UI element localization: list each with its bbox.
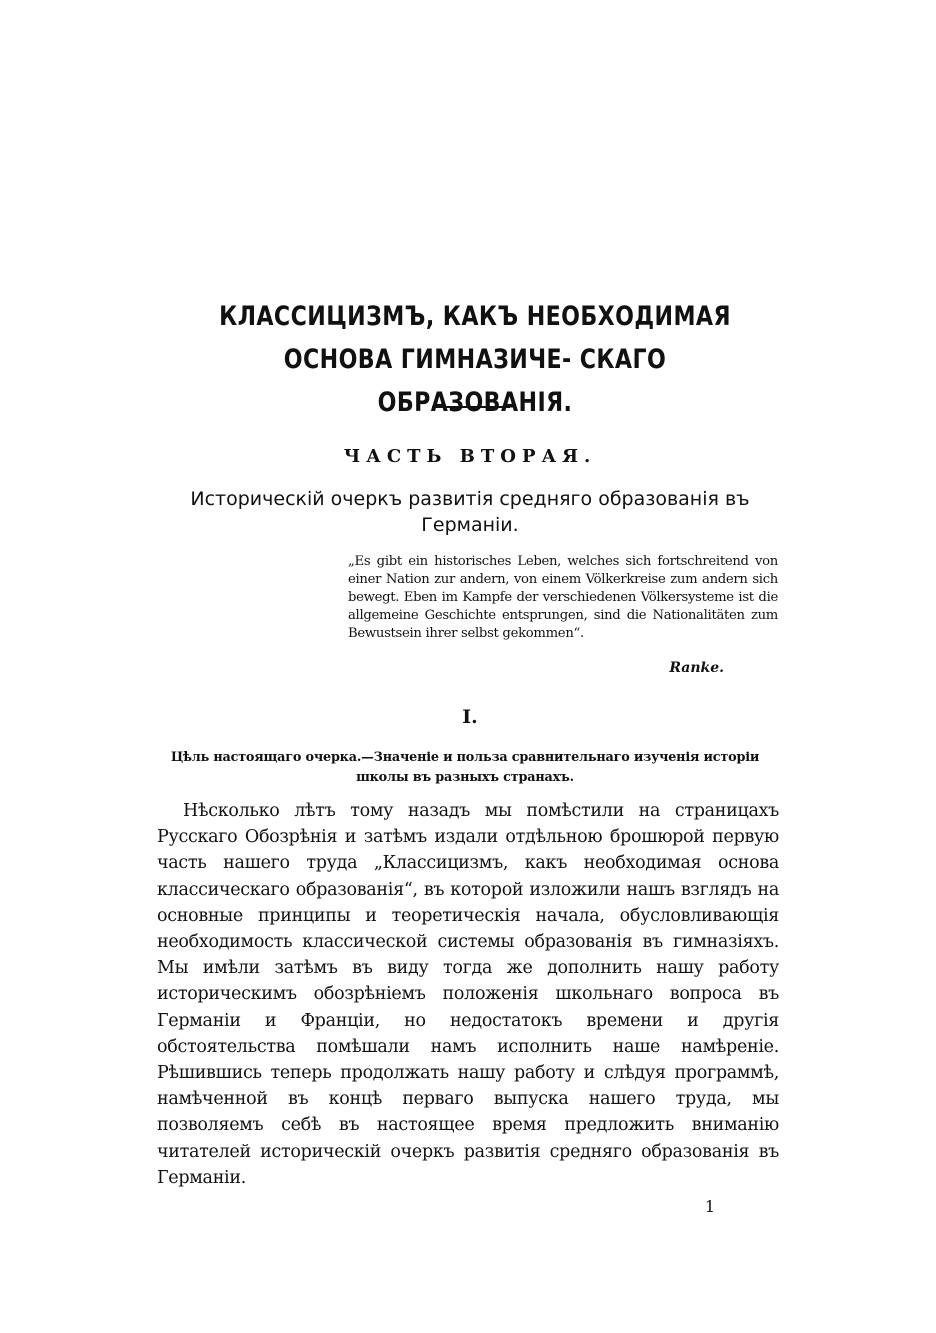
body-paragraph — [157, 798, 779, 1191]
epigraph-author: Ranke. — [669, 660, 724, 676]
epigraph-text: „Es gibt ein historisches Leben, welches sich fortschreitend von einer Nation zur andern, von einem Völkerkreise zum andern sich bewegt. Eben im Kampfe der verschiedenen Völkersysteme ist die allgemeine Geschichte entsprungen, sind die Nationalitäten zum Bewustsein ihrer selbst gekommen“. — [348, 554, 778, 641]
main-title: КЛАССИЦИЗМЪ, КАКЪ НЕОБХОДИМАЯ ОСНОВА ГИМНАЗИЧЕ- СКАГО ОБРАЗОВАНIЯ. — [219, 301, 731, 418]
chapter-summary: Цѣль настоящаго очерка.—Значеніе и польза сравнительнаго изученія исторіи школы въ разныхъ странахъ. — [170, 750, 760, 785]
subtitle: Историческій очеркъ развитія средняго образованія въ Германіи. — [190, 488, 750, 536]
title-divider — [432, 406, 510, 408]
body-paragraph-text: Нѣсколько лѣтъ тому назадъ мы помѣстили на страницахъ Русскаго Обозрѣнія и затѣмъ издали отдѣльною брошюрой первую часть нашего труда „Классицизмъ, какъ необходимая основа классическаго образованія“, въ которой изложили нашъ взглядъ на основные принципы и теоретическія начала, обусловливающія необходимость классической системы образованія въ гимназіяхъ. Мы имѣли затѣмъ въ виду тогда же дополнить нашу работу историческимъ обозрѣніемъ положенія школьнаго вопроса въ Германіи и Франціи, но недостатокъ времени и другія обстоятельства помѣшали намъ исполнить наше намѣреніе. Рѣшившись теперь продолжать нашу работу и слѣдуя программѣ, намѣченной въ концѣ перваго выпуска нашего труда, мы позволяемъ себѣ въ настоящее время предложить вниманію читателей историческій очеркъ развитія средняго образованія въ Германіи. — [157, 801, 779, 1188]
page-number: 1 — [704, 1197, 716, 1216]
part-title: ЧАСТЬ ВТОРАЯ. — [343, 446, 597, 467]
chapter-number: I. — [462, 706, 478, 728]
